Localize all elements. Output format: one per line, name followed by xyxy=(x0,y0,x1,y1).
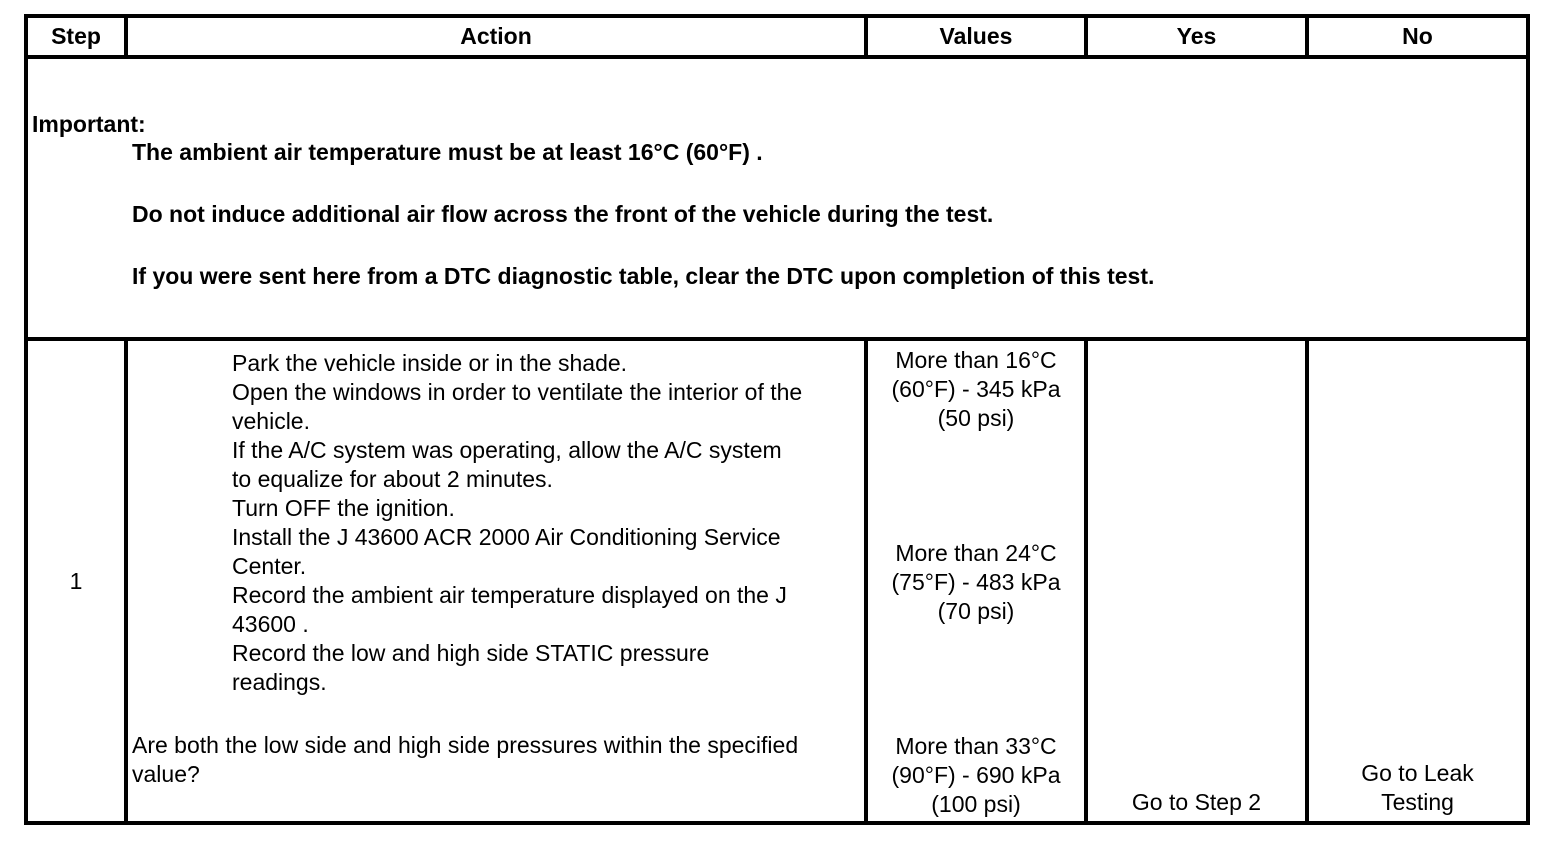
value-line: More than 16°C xyxy=(895,347,1057,373)
question-line: Are both the low side and high side pressures within the specified xyxy=(132,732,799,758)
important-row xyxy=(26,57,1528,339)
important-line-temperature: The ambient air temperature must be at least 16°C (60°F) . xyxy=(132,139,763,165)
header-no: No xyxy=(1307,16,1528,57)
action-line: Open the windows in order to ventilate the interior of the xyxy=(232,379,803,405)
value-16c xyxy=(868,346,1084,433)
action-line: Center. xyxy=(232,553,307,579)
value-line: (70 psi) xyxy=(937,598,1015,624)
step-number: 1 xyxy=(26,339,126,823)
header-action: Action xyxy=(126,16,866,57)
important-note xyxy=(26,57,1528,339)
action-line: to equalize for about 2 minutes. xyxy=(232,466,553,492)
action-cell xyxy=(126,339,866,823)
action-line: readings. xyxy=(232,669,327,695)
value-24c xyxy=(868,539,1084,626)
action-line: vehicle. xyxy=(232,408,310,434)
value-line: More than 24°C xyxy=(895,540,1057,566)
value-line: (50 psi) xyxy=(937,405,1015,431)
value-line: (90°F) - 690 kPa xyxy=(891,762,1061,788)
action-line: Install the J 43600 ACR 2000 Air Conditioning Service xyxy=(232,524,781,550)
important-label: Important: xyxy=(32,111,146,137)
action-line: If the A/C system was operating, allow the A/C system xyxy=(232,437,782,463)
value-line: (100 psi) xyxy=(931,791,1021,817)
values-cell xyxy=(866,339,1086,823)
value-33c xyxy=(868,732,1084,819)
header-yes: Yes xyxy=(1086,16,1307,57)
header-row xyxy=(26,16,1528,57)
question-line: value? xyxy=(132,761,200,787)
important-line-airflow: Do not induce additional air flow across the front of the vehicle during the test. xyxy=(132,201,994,227)
yes-go-to-step-2: Go to Step 2 xyxy=(1131,789,1262,815)
header-values: Values xyxy=(866,16,1086,57)
yes-cell xyxy=(1086,339,1307,823)
action-line: Record the ambient air temperature displayed on the J xyxy=(232,582,787,608)
action-line: Turn OFF the ignition. xyxy=(232,495,455,521)
action-line: Record the low and high side STATIC pressure xyxy=(232,640,710,666)
value-line: (75°F) - 483 kPa xyxy=(891,569,1061,595)
header-step: Step xyxy=(26,16,126,57)
value-line: (60°F) - 345 kPa xyxy=(891,376,1061,402)
action-steps xyxy=(232,349,864,697)
value-line: More than 33°C xyxy=(895,733,1057,759)
important-line-dtc: If you were sent here from a DTC diagnostic table, clear the DTC upon completion of this test. xyxy=(132,263,1155,289)
action-line: Park the vehicle inside or in the shade. xyxy=(232,350,628,376)
diagnostic-table xyxy=(24,14,1530,825)
table-row xyxy=(26,339,1528,823)
no-go-to-leak-testing xyxy=(1309,759,1526,817)
action-line: 43600 . xyxy=(232,611,309,637)
no-line: Testing xyxy=(1381,789,1454,815)
no-cell xyxy=(1307,339,1528,823)
no-line: Go to Leak xyxy=(1361,760,1474,786)
action-question xyxy=(132,731,864,789)
